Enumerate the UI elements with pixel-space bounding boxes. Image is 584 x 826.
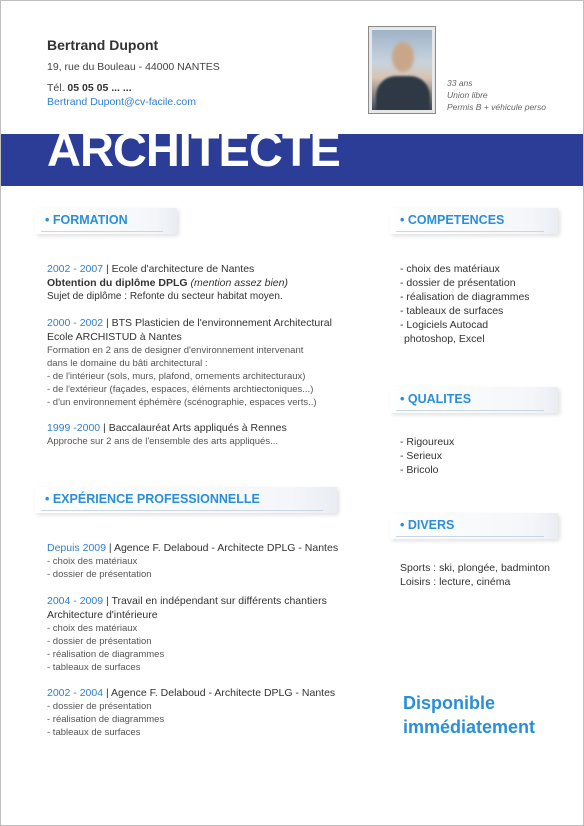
entry-years: 2004 - 2009 <box>47 595 104 607</box>
experience-item: - dossier de présentation <box>47 636 152 647</box>
formation-detail: dans le domaine du bâti architectural : <box>47 358 208 369</box>
personal-age: 33 ans <box>447 78 473 88</box>
separator: | <box>105 542 114 554</box>
entry-title: Travail en indépendant sur différents chantiers <box>111 595 327 607</box>
experience-item: - tableaux de surfaces <box>47 662 141 673</box>
entry-title: BTS Plasticien de l'environnement Architectural <box>111 317 332 329</box>
email-address[interactable]: Bertrand Dupont@cv-facile.com <box>47 96 196 108</box>
personal-info <box>447 77 546 113</box>
formation-detail: Formation en 2 ans de designer d'environnement intervenant <box>47 345 304 356</box>
competence-item: photoshop, Excel <box>404 333 485 345</box>
formation-entry-1-subject: Sujet de diplôme : Refonte du secteur habitat moyen. <box>47 291 283 302</box>
entry-years: 2002 - 2004 <box>47 687 104 699</box>
formation-detail: - de l'extérieur (façades, espaces, éléments archtiectoniques...) <box>47 384 314 395</box>
entry-years: 2002 - 2007 <box>47 263 104 275</box>
formation-entry-3-desc: Approche sur 2 ans de l'ensemble des arts appliqués... <box>47 436 279 447</box>
section-competences-header <box>390 208 558 234</box>
entry-title: Agence F. Delaboud - Architecte DPLG - Nantes <box>113 542 339 554</box>
personal-license: Permis B + véhicule perso <box>447 102 546 112</box>
quality-item: - Bricolo <box>400 464 439 476</box>
phone-label: Tél. <box>47 82 68 94</box>
entry-title: Baccalauréat Arts appliqués à Rennes <box>108 422 287 434</box>
formation-entry-2-heading <box>47 317 332 329</box>
competence-item: - dossier de présentation <box>400 277 516 289</box>
separator: | <box>103 317 112 329</box>
section-title: • COMPETENCES <box>400 213 505 227</box>
job-title: ARCHITECTE <box>47 123 340 176</box>
formation-entry-3-heading <box>47 422 287 434</box>
quality-item: - Rigoureux <box>400 436 455 448</box>
section-title: • EXPÉRIENCE PROFESSIONNELLE <box>45 492 260 506</box>
personal-status: Union libre <box>447 90 488 100</box>
formation-detail: - de l'intérieur (sols, murs, plafond, ornements architecturaux) <box>47 371 306 382</box>
section-title: • QUALITES <box>400 392 472 406</box>
experience-entry-3-heading <box>47 687 335 699</box>
formation-entry-2-school: Ecole ARCHISTUD à Nantes <box>47 331 182 343</box>
experience-entry-2-subtitle: Architecture d'intérieure <box>47 609 158 621</box>
competence-item: - Logiciels Autocad <box>400 319 489 331</box>
profile-photo <box>368 26 436 114</box>
formation-detail: - d'un environnement éphémère (scénographie, espaces verts..) <box>47 397 317 408</box>
diploma-mention: (mention assez bien) <box>187 277 288 289</box>
formation-entry-1-diploma <box>47 277 288 289</box>
phone <box>47 82 132 94</box>
availability-line: immédiatement <box>403 717 536 737</box>
separator: | <box>100 422 109 434</box>
diploma-label: Obtention du diplôme DPLG <box>47 277 188 289</box>
section-qualites-header <box>390 387 558 413</box>
availability-notice <box>403 691 535 739</box>
entry-years: Depuis 2009 <box>47 542 106 554</box>
separator: | <box>103 263 112 275</box>
formation-entry-1-heading <box>47 263 254 275</box>
divers-item: Loisirs : lecture, cinéma <box>400 576 511 588</box>
competence-item: - choix des matériaux <box>400 263 500 275</box>
candidate-name: Bertrand Dupont <box>47 37 159 53</box>
experience-item: - choix des matériaux <box>47 623 138 634</box>
experience-entry-1-heading <box>47 542 338 554</box>
entry-title: Ecole d'architecture de Nantes <box>111 263 255 275</box>
experience-entry-2-heading <box>47 595 327 607</box>
section-experience-header <box>35 487 337 513</box>
separator: | <box>103 595 112 607</box>
experience-item: - dossier de présentation <box>47 701 152 712</box>
experience-item: - choix des matériaux <box>47 556 138 567</box>
quality-item: - Serieux <box>400 450 443 462</box>
entry-years: 2000 - 2002 <box>47 317 104 329</box>
separator: | <box>103 687 112 699</box>
section-divers-header <box>390 513 558 539</box>
phone-number: 05 05 05 ... ... <box>67 82 132 94</box>
divers-item: Sports : ski, plongée, badminton <box>400 562 551 574</box>
experience-item: - réalisation de diagrammes <box>47 714 165 725</box>
experience-item: - réalisation de diagrammes <box>47 649 165 660</box>
address: 19, rue du Bouleau - 44000 NANTES <box>47 61 220 73</box>
section-formation-header <box>35 208 177 234</box>
section-title: • FORMATION <box>45 213 128 227</box>
experience-item: - tableaux de surfaces <box>47 727 141 738</box>
entry-years: 1999 -2000 <box>47 422 101 434</box>
entry-title: Agence F. Delaboud - Architecte DPLG - Nantes <box>111 687 336 699</box>
availability-line: Disponible <box>403 693 496 713</box>
competence-item: - tableaux de surfaces <box>400 305 504 317</box>
competence-item: - réalisation de diagrammes <box>400 291 530 303</box>
section-title: • DIVERS <box>400 518 455 532</box>
experience-item: - dossier de présentation <box>47 569 152 580</box>
